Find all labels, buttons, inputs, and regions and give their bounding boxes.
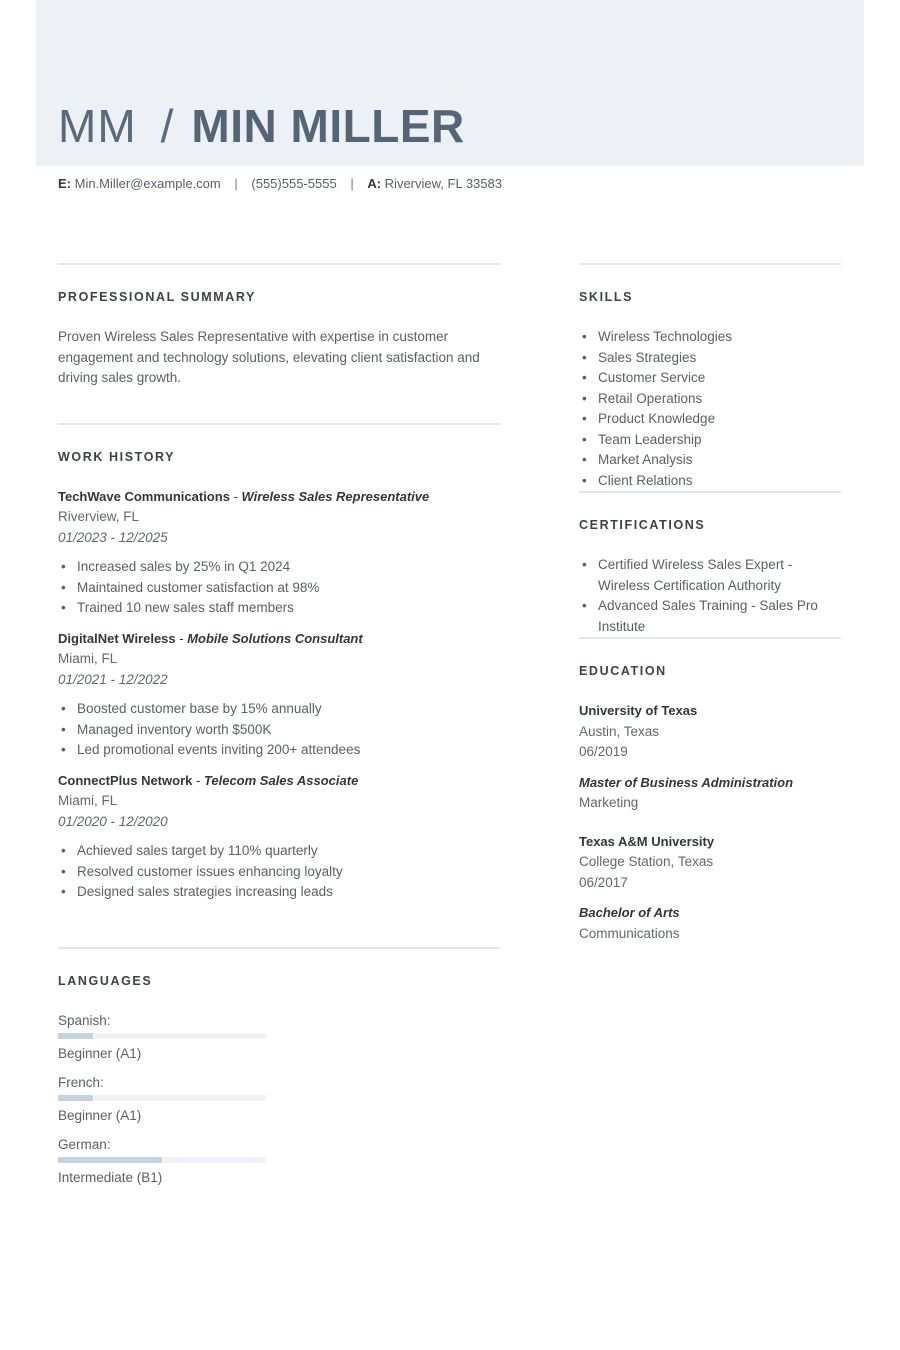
section-divider <box>58 423 500 425</box>
field-of-study: Marketing <box>579 795 639 810</box>
degree-name: Master of Business Administration <box>579 774 794 790</box>
proficiency-bar <box>58 1157 266 1163</box>
job-location: Riverview, FL <box>58 509 140 524</box>
job-heading: ConnectPlus Network - Telecom Sales Associate <box>58 772 359 788</box>
school-name: University of Texas <box>579 703 698 718</box>
list-item: • Certified Wireless Sales Expert - Wireless Certification Authority <box>579 555 841 596</box>
proficiency-bar <box>58 1095 266 1101</box>
list-item: • Wireless Technologies <box>579 327 841 348</box>
section-divider <box>58 947 500 949</box>
list-item: • Designed sales strategies increasing leads <box>58 882 500 903</box>
job-heading: TechWave Communications - Wireless Sales Representative <box>58 488 430 504</box>
degree-name: Bachelor of Arts <box>579 905 680 920</box>
name-heading <box>58 96 465 156</box>
right-column <box>579 263 841 954</box>
language-level: Beginner (A1) <box>58 1045 142 1061</box>
job-dates: 01/2021 - 12/2022 <box>58 671 168 687</box>
list-item: • Maintained customer satisfaction at 98% <box>58 578 500 599</box>
list-item: • Managed inventory worth $500K <box>58 720 500 741</box>
phone-number: (555)555-5555 <box>251 176 337 191</box>
job-entry <box>58 487 500 619</box>
list-item: • Client Relations <box>579 471 841 492</box>
contact-separator: | <box>234 176 238 191</box>
job-role: Mobile Solutions Consultant <box>187 630 363 646</box>
list-item: • Achieved sales target by 110% quarterly <box>58 841 500 862</box>
job-role: Wireless Sales Representative <box>241 488 430 504</box>
certifications-list <box>579 555 841 637</box>
summary-title: PROFESSIONAL SUMMARY <box>58 290 256 304</box>
initials: MM <box>58 100 137 152</box>
job-location: Miami, FL <box>58 793 118 808</box>
language-item <box>58 1073 287 1126</box>
school-location: College Station, Texas <box>579 854 714 869</box>
education-entry <box>579 701 841 814</box>
graduation-date: 06/2019 <box>579 744 628 759</box>
name-slash: / <box>160 100 174 152</box>
languages-grid <box>58 1011 500 1197</box>
email-label: E: <box>58 176 71 191</box>
job-bullets <box>58 557 500 619</box>
list-item: • Customer Service <box>579 368 841 389</box>
languages-title: LANGUAGES <box>58 973 153 988</box>
language-name: Spanish: <box>58 1012 111 1028</box>
summary-text: Proven Wireless Sales Representative with expertise in customer engagement and technology solutions, elevating client satisfaction and driving sales growth. <box>58 329 480 385</box>
email-link[interactable]: Min.Miller@example.com <box>74 176 221 191</box>
address: Riverview, FL 33583 <box>384 176 502 191</box>
language-item <box>58 1135 287 1188</box>
contact-line <box>58 176 502 191</box>
job-entry <box>58 629 500 761</box>
list-item: • Sales Strategies <box>579 348 841 369</box>
school-location: Austin, Texas <box>579 723 660 739</box>
list-item: • Team Leadership <box>579 430 841 451</box>
address-label: A: <box>367 176 382 191</box>
graduation-date: 06/2017 <box>579 874 628 890</box>
list-item: • Product Knowledge <box>579 409 841 430</box>
job-heading: DigitalNet Wireless - Mobile Solutions Consultant <box>58 630 363 646</box>
list-item: • Retail Operations <box>579 389 841 410</box>
section-divider <box>579 637 841 639</box>
list-item: • Market Analysis <box>579 450 841 471</box>
work-history-title: WORK HISTORY <box>58 449 176 464</box>
job-dates: 01/2023 - 12/2025 <box>58 529 168 545</box>
company-name: TechWave Communications <box>58 488 230 504</box>
skills-list <box>579 327 841 491</box>
section-divider <box>579 491 841 493</box>
field-of-study: Communications <box>579 925 680 941</box>
language-level: Intermediate (B1) <box>58 1169 163 1185</box>
list-item: • Resolved customer issues enhancing loyalty <box>58 862 500 883</box>
section-divider <box>58 263 500 265</box>
job-location: Miami, FL <box>58 651 118 666</box>
language-name: French: <box>58 1074 104 1090</box>
company-name: DigitalNet Wireless <box>58 630 176 646</box>
skills-title: SKILLS <box>579 290 634 304</box>
job-dates: 01/2020 - 12/2020 <box>58 813 168 829</box>
list-item: • Led promotional events inviting 200+ attendees <box>58 740 500 761</box>
list-item: • Boosted customer base by 15% annually <box>58 699 500 720</box>
list-item: • Advanced Sales Training - Sales Pro Institute <box>579 596 841 637</box>
proficiency-fill <box>58 1095 93 1101</box>
section-divider <box>579 263 841 265</box>
education-entry <box>579 832 841 945</box>
contact-separator: | <box>350 176 354 191</box>
proficiency-fill <box>58 1033 93 1039</box>
left-column <box>58 263 500 1197</box>
language-level: Beginner (A1) <box>58 1107 142 1123</box>
job-bullets <box>58 841 500 903</box>
full-name: MIN MILLER <box>191 100 465 152</box>
job-entry <box>58 771 500 903</box>
language-name: German: <box>58 1136 111 1152</box>
certifications-title: CERTIFICATIONS <box>579 518 706 532</box>
language-item <box>58 1011 287 1064</box>
list-item: • Increased sales by 25% in Q1 2024 <box>58 557 500 578</box>
school-name: Texas A&M University <box>579 833 715 849</box>
job-role: Telecom Sales Associate <box>203 772 359 788</box>
proficiency-fill <box>58 1157 162 1163</box>
education-title: EDUCATION <box>579 664 667 678</box>
proficiency-bar <box>58 1033 266 1039</box>
company-name: ConnectPlus Network <box>58 772 193 788</box>
job-bullets <box>58 699 500 761</box>
list-item: • Trained 10 new sales staff members <box>58 598 500 619</box>
